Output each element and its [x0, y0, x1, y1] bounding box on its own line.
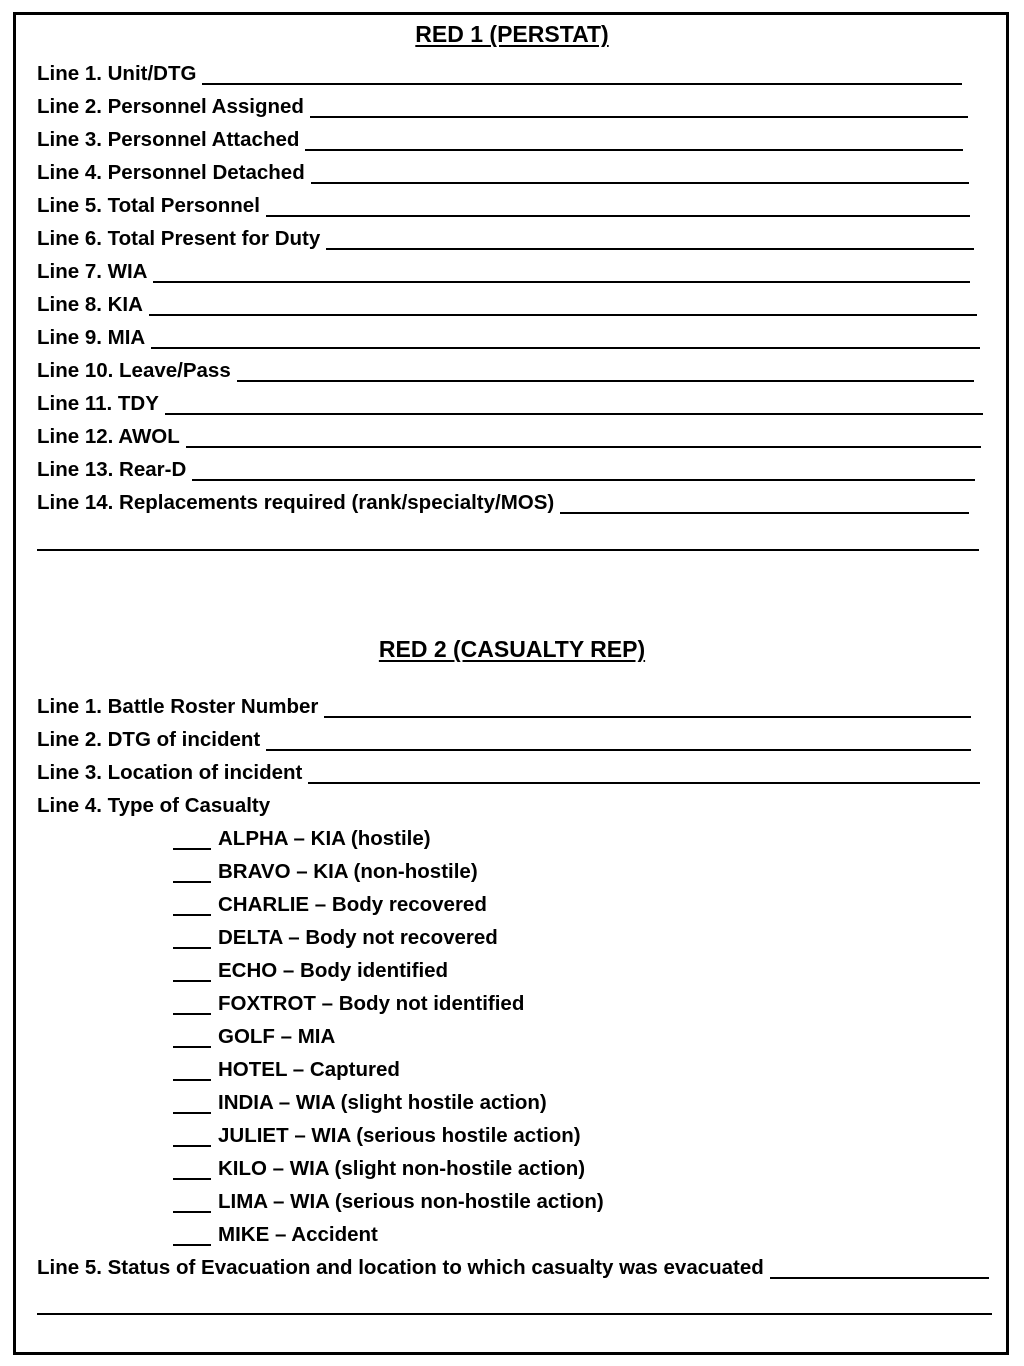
- line-label: Line 10. Leave/Pass: [37, 359, 231, 382]
- fill-in-blank[interactable]: [308, 782, 980, 784]
- red2-line-1: [37, 695, 971, 725]
- fill-in-blank[interactable]: [324, 716, 971, 718]
- line-label: Line 14. Replacements required (rank/specialty/MOS): [37, 491, 555, 514]
- line-label: Line 13. Rear-D: [37, 458, 187, 481]
- fill-in-blank[interactable]: [153, 281, 970, 283]
- option-label: JULIET – WIA (serious hostile action): [218, 1124, 581, 1147]
- checkbox-blank[interactable]: [173, 1145, 211, 1147]
- line-label: Line 8. KIA: [37, 293, 143, 316]
- checkbox-blank[interactable]: [173, 848, 211, 850]
- fill-in-blank[interactable]: [310, 116, 968, 118]
- red1-continuation-blank[interactable]: [37, 549, 979, 551]
- fill-in-blank[interactable]: [311, 182, 969, 184]
- red2-title: RED 2 (CASUALTY REP): [378, 636, 646, 662]
- option-label: GOLF – MIA: [218, 1025, 336, 1048]
- checkbox-blank[interactable]: [173, 1013, 211, 1015]
- option-label: DELTA – Body not recovered: [218, 926, 498, 949]
- line-label: Line 9. MIA: [37, 326, 146, 349]
- casualty-option-alpha: [173, 827, 431, 857]
- checkbox-blank[interactable]: [173, 1112, 211, 1114]
- option-label: BRAVO – KIA (non-hostile): [218, 860, 478, 883]
- fill-in-blank[interactable]: [237, 380, 974, 382]
- checkbox-blank[interactable]: [173, 1211, 211, 1213]
- fill-in-blank[interactable]: [149, 314, 977, 316]
- red1-line-8: [37, 293, 977, 323]
- line-label: Line 4. Personnel Detached: [37, 161, 305, 184]
- line-label: Line 12. AWOL: [37, 425, 180, 448]
- red1-line-5: [37, 194, 970, 224]
- casualty-option-charlie: [173, 893, 487, 923]
- casualty-option-golf: [173, 1025, 335, 1055]
- option-label: ALPHA – KIA (hostile): [218, 827, 431, 850]
- red1-line-6: [37, 227, 974, 257]
- line-label: Line 5. Total Personnel: [37, 194, 260, 217]
- red2-line-2: [37, 728, 971, 758]
- checkbox-blank[interactable]: [173, 1046, 211, 1048]
- casualty-option-hotel: [173, 1058, 400, 1088]
- red2-line-4: [37, 794, 270, 824]
- casualty-option-foxtrot: [173, 992, 524, 1022]
- red1-line-7: [37, 260, 970, 290]
- casualty-option-kilo: [173, 1157, 585, 1187]
- red1-line-2: [37, 95, 968, 125]
- fill-in-blank[interactable]: [326, 248, 974, 250]
- line-label: Line 3. Personnel Attached: [37, 128, 300, 151]
- fill-in-blank[interactable]: [770, 1277, 989, 1279]
- line-label: Line 11. TDY: [37, 392, 159, 415]
- line-label: Line 1. Unit/DTG: [37, 62, 197, 85]
- line-label: Line 2. DTG of incident: [37, 728, 261, 751]
- red1-line-9: [37, 326, 980, 356]
- line-label: Line 5. Status of Evacuation and location to which casualty was evacuated: [37, 1256, 764, 1279]
- fill-in-blank[interactable]: [560, 512, 969, 514]
- red1-line-12: [37, 425, 981, 455]
- casualty-option-delta: [173, 926, 498, 956]
- casualty-option-echo: [173, 959, 448, 989]
- red1-title: RED 1 (PERSTAT): [415, 21, 609, 47]
- option-label: KILO – WIA (slight non-hostile action): [218, 1157, 586, 1180]
- option-label: CHARLIE – Body recovered: [218, 893, 487, 916]
- line-label: Line 6. Total Present for Duty: [37, 227, 321, 250]
- option-label: ECHO – Body identified: [218, 959, 449, 982]
- fill-in-blank[interactable]: [202, 83, 962, 85]
- casualty-option-juliet: [173, 1124, 581, 1154]
- red1-line-1: [37, 62, 962, 92]
- option-label: INDIA – WIA (slight hostile action): [218, 1091, 547, 1114]
- fill-in-blank[interactable]: [192, 479, 975, 481]
- checkbox-blank[interactable]: [173, 914, 211, 916]
- checkbox-blank[interactable]: [173, 980, 211, 982]
- red1-line-4: [37, 161, 969, 191]
- fill-in-blank[interactable]: [151, 347, 980, 349]
- red1-line-11: [37, 392, 983, 422]
- option-label: LIMA – WIA (serious non-hostile action): [218, 1190, 604, 1213]
- fill-in-blank[interactable]: [266, 749, 971, 751]
- option-label: FOXTROT – Body not identified: [218, 992, 525, 1015]
- fill-in-blank[interactable]: [266, 215, 970, 217]
- casualty-option-india: [173, 1091, 547, 1121]
- option-label: HOTEL – Captured: [218, 1058, 400, 1081]
- red1-line-14: [37, 491, 969, 521]
- casualty-option-lima: [173, 1190, 604, 1220]
- casualty-option-bravo: [173, 860, 478, 890]
- fill-in-blank[interactable]: [186, 446, 981, 448]
- line-label: Line 1. Battle Roster Number: [37, 695, 319, 718]
- fill-in-blank[interactable]: [305, 149, 963, 151]
- line-label: Line 3. Location of incident: [37, 761, 303, 784]
- fill-in-blank[interactable]: [165, 413, 983, 415]
- casualty-option-mike: [173, 1223, 378, 1253]
- checkbox-blank[interactable]: [173, 1178, 211, 1180]
- red1-line-3: [37, 128, 963, 158]
- checkbox-blank[interactable]: [173, 1244, 211, 1246]
- line-label: Line 7. WIA: [37, 260, 148, 283]
- line-label: Line 2. Personnel Assigned: [37, 95, 304, 118]
- red2-line-5: [37, 1256, 989, 1286]
- red1-line-10: [37, 359, 974, 389]
- checkbox-blank[interactable]: [173, 1079, 211, 1081]
- option-label: MIKE – Accident: [218, 1223, 378, 1246]
- line-label: Line 4. Type of Casualty: [37, 794, 271, 817]
- red2-continuation-blank[interactable]: [37, 1313, 992, 1315]
- checkbox-blank[interactable]: [173, 881, 211, 883]
- red1-line-13: [37, 458, 975, 488]
- checkbox-blank[interactable]: [173, 947, 211, 949]
- red2-line-3: [37, 761, 980, 791]
